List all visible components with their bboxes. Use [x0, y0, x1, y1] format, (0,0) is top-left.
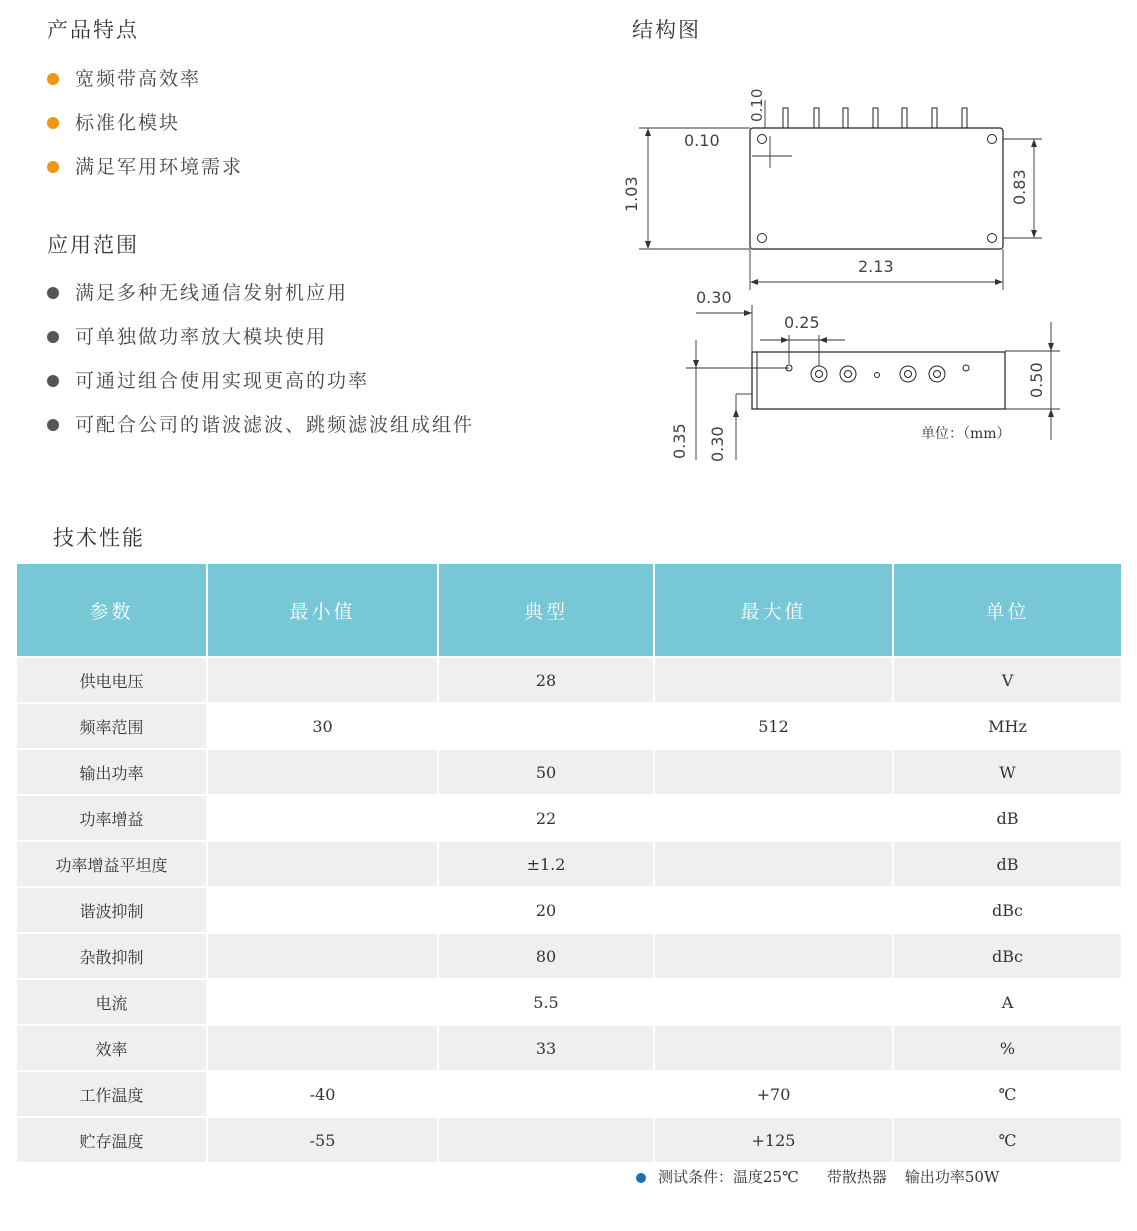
spec-table	[17, 564, 1121, 1164]
typ-cell: 28	[439, 658, 655, 704]
param-cell: 谐波抑制	[17, 888, 208, 934]
max-cell: +70	[655, 1072, 894, 1118]
table-header-row	[17, 564, 1121, 658]
dim-inner-height: 0.83	[1010, 169, 1029, 205]
unit-cell: V	[894, 658, 1121, 704]
table-row	[17, 704, 1121, 750]
max-cell	[655, 658, 894, 704]
module-side-body	[752, 352, 1005, 409]
application-item: 满足多种无线通信发射机应用	[47, 271, 474, 315]
typ-cell: 20	[439, 888, 655, 934]
typ-cell: ±1.2	[439, 842, 655, 888]
dim-side-offset: 0.30	[696, 288, 732, 307]
note-dot-icon	[636, 1173, 646, 1183]
typ-cell: 80	[439, 934, 655, 980]
table-row	[17, 888, 1121, 934]
max-cell	[655, 796, 894, 842]
specs-title: 技术性能	[53, 526, 145, 550]
table-row	[17, 750, 1121, 796]
min-cell	[208, 842, 439, 888]
structure-title: 结构图	[632, 18, 701, 42]
table-row	[17, 796, 1121, 842]
feature-item: 宽频带高效率	[47, 57, 243, 101]
typ-cell	[439, 704, 655, 750]
column-header: 最小值	[208, 564, 439, 658]
unit-cell: A	[894, 980, 1121, 1026]
max-cell: 512	[655, 704, 894, 750]
param-cell: 频率范围	[17, 704, 208, 750]
max-cell	[655, 934, 894, 980]
applications-title: 应用范围	[47, 233, 139, 257]
dim-left-offset: 0.10	[684, 131, 720, 150]
typ-cell	[439, 1118, 655, 1164]
table-row	[17, 658, 1121, 704]
param-cell: 贮存温度	[17, 1118, 208, 1164]
unit-cell: %	[894, 1026, 1121, 1072]
unit-cell: dBc	[894, 888, 1121, 934]
feature-item: 满足军用环境需求	[47, 145, 243, 189]
max-cell	[655, 750, 894, 796]
table-row	[17, 1026, 1121, 1072]
note-label: 测试条件：温度25℃	[658, 1168, 799, 1186]
dim-bottom-b: 0.30	[708, 426, 727, 462]
column-header: 典型	[439, 564, 655, 658]
param-cell: 杂散抑制	[17, 934, 208, 980]
max-cell	[655, 980, 894, 1026]
param-cell: 输出功率	[17, 750, 208, 796]
unit-cell: W	[894, 750, 1121, 796]
dim-side-height: 0.50	[1027, 362, 1046, 398]
unit-cell: dB	[894, 796, 1121, 842]
param-cell: 电流	[17, 980, 208, 1026]
table-row	[17, 1118, 1121, 1164]
side-connectors	[786, 365, 969, 382]
min-cell	[208, 1026, 439, 1072]
max-cell	[655, 1026, 894, 1072]
typ-cell: 50	[439, 750, 655, 796]
typ-cell: 22	[439, 796, 655, 842]
column-header: 参数	[17, 564, 208, 658]
dim-bottom-a: 0.35	[670, 423, 689, 459]
application-item: 可单独做功率放大模块使用	[47, 315, 474, 359]
table-row	[17, 934, 1121, 980]
min-cell	[208, 934, 439, 980]
feature-item: 标准化模块	[47, 101, 243, 145]
param-cell: 供电电压	[17, 658, 208, 704]
param-cell: 工作温度	[17, 1072, 208, 1118]
dim-height: 1.03	[622, 176, 641, 212]
mounting-holes	[758, 135, 997, 243]
max-cell	[655, 888, 894, 934]
dim-side-pitch: 0.25	[784, 313, 820, 332]
unit-cell: ℃	[894, 1072, 1121, 1118]
max-cell: +125	[655, 1118, 894, 1164]
note-cond2: 带散热器	[826, 1168, 887, 1186]
min-cell	[208, 888, 439, 934]
dim-top-pin: 0.10	[748, 88, 766, 122]
min-cell	[208, 796, 439, 842]
param-cell: 效率	[17, 1026, 208, 1072]
column-header: 最大值	[655, 564, 894, 658]
unit-cell: dB	[894, 842, 1121, 888]
features-title: 产品特点	[47, 18, 139, 42]
table-row	[17, 980, 1121, 1026]
column-header: 单位	[894, 564, 1121, 658]
max-cell	[655, 842, 894, 888]
param-cell: 功率增益平坦度	[17, 842, 208, 888]
unit-cell: dBc	[894, 934, 1121, 980]
module-top-body	[750, 128, 1003, 249]
unit-cell: ℃	[894, 1118, 1121, 1164]
typ-cell: 5.5	[439, 980, 655, 1026]
typ-cell	[439, 1072, 655, 1118]
unit-label: 单位：（mm）	[921, 426, 1011, 442]
application-item: 可配合公司的谐波滤波、跳频滤波组成组件	[47, 403, 474, 447]
test-conditions-note	[636, 1166, 999, 1187]
min-cell: -55	[208, 1118, 439, 1164]
min-cell: -40	[208, 1072, 439, 1118]
table-row	[17, 842, 1121, 888]
dim-width: 2.13	[858, 257, 894, 276]
application-item: 可通过组合使用实现更高的功率	[47, 359, 474, 403]
module-pins	[783, 108, 967, 128]
param-cell: 功率增益	[17, 796, 208, 842]
min-cell	[208, 658, 439, 704]
typ-cell: 33	[439, 1026, 655, 1072]
structure-drawing	[0, 0, 1137, 480]
unit-cell: MHz	[894, 704, 1121, 750]
min-cell	[208, 750, 439, 796]
min-cell: 30	[208, 704, 439, 750]
note-cond3: 输出功率50W	[904, 1168, 1000, 1186]
table-row	[17, 1072, 1121, 1118]
min-cell	[208, 980, 439, 1026]
